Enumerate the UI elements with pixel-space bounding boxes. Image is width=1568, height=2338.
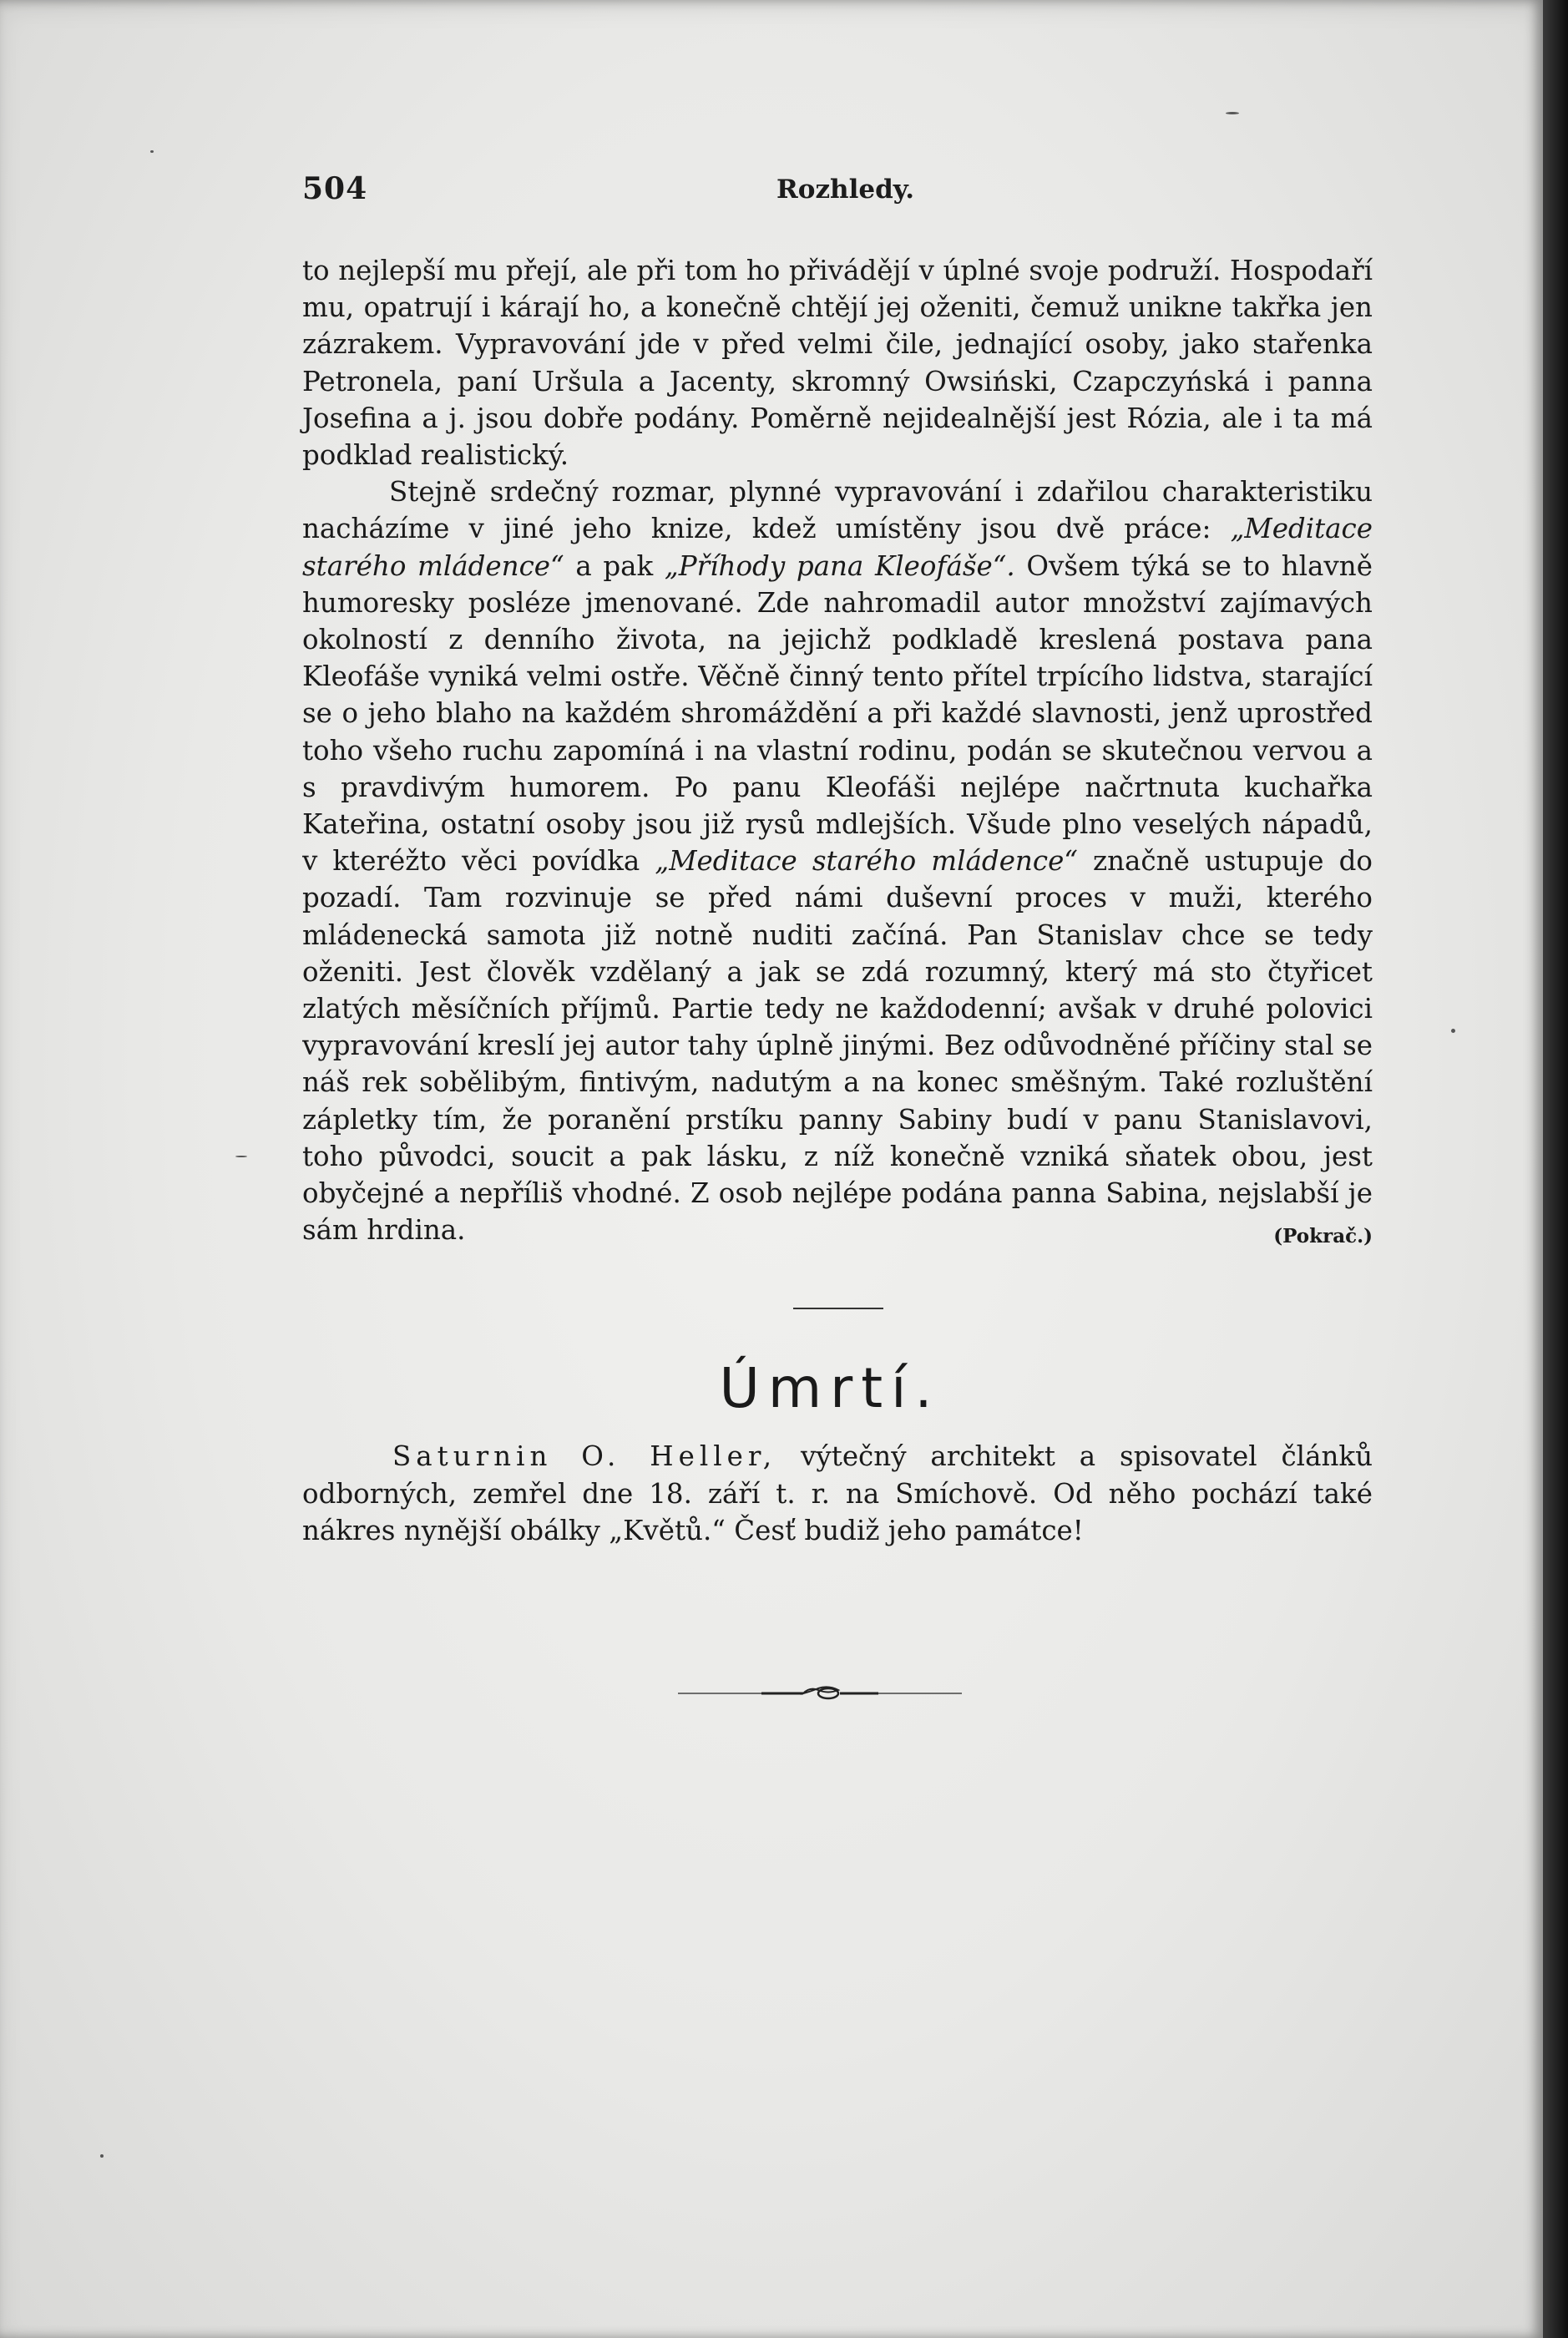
page-header [302, 171, 1371, 213]
book-title-meditace: „Meditace starého mládence“ [302, 513, 1373, 582]
running-title: Rozhledy. [776, 175, 915, 205]
closing-ornament-icon [678, 1680, 979, 1705]
scan-speck [235, 1156, 247, 1157]
scan-speck [100, 2154, 104, 2158]
obituary-text [302, 1438, 1373, 1550]
scan-speck [1451, 1029, 1455, 1033]
section-divider [793, 1308, 883, 1309]
paragraph-2-part-c: Ovšem týká se to hlavně humoresky posléze jmenované. Zde nahromadil autor množství zajímavých okolností z denního života, na jejichž podkladě kreslená postava pana Kleofáše vyniká velmi ostře. Věčně činný tento přítel trpícího lidstva, starající se o jeho blaho na každém shromáždění a při každé slavnosti, jenž uprostřed toho všeho ruchu zapomíná i na vlastní rodinu, podán se skutečnou vervou a s pravdivým humorem. Po panu Kleofáši nejlépe načrtnuta kuchařka Kateřina, ostatní osoby jsou již rysů mdlejších. Všude plno veselých nápadů, v kteréžto věci povídka [302, 549, 1373, 878]
paragraph-2-part-d: značně ustupuje do pozadí. Tam rozvinuje se před námi duševní proces v muži, kterého mládenecká samota již notně nuditi začíná. Pan Stanislav chce se tedy oženiti. Jest člověk vzdělaný a jak se zdá rozumný, který má sto čtyřicet zlatých měsíčních příjmů. Partie tedy ne každodenní; avšak v druhé polovici vypravování kreslí jej autor tahy úplně jinými. Bez odůvodněné příčiny stal se náš rek sobělibým, fintivým, nadutým a na konec směšným. Také rozluštění zápletky tím, že poranění prstíku panny Sabiny budí v panu Stanislavovi, toho původci, soucit a pak lásku, z níž konečně vzniká sňatek obou, jest obyčejné a nepříliš vhodné. Z osob nejlépe podána panna Sabina, nejslabší je sám hrdina. [302, 845, 1373, 1247]
scan-speck [1226, 112, 1239, 114]
review-text [302, 252, 1373, 1255]
book-title-meditace-repeat: „Meditace starého mládence“ [655, 845, 1078, 878]
paragraph-2-part-a: Stejně srdečný rozmar, plynné vypravování i zdařilou charakteristiku nacházíme v jiné jeho knize, kdež umístěny jsou dvě práce: [302, 476, 1373, 545]
book-spine-edge [1543, 0, 1568, 2338]
scan-speck [150, 150, 154, 153]
book-title-prihody: „Příhody pana Kleofáše“. [664, 549, 1015, 582]
page-number: 504 [302, 171, 368, 206]
continuation-mark: (Pokrač.) [1273, 1225, 1373, 1248]
paragraph-2 [302, 473, 1373, 1255]
obituary-body: výtečný architekt a spisovatel článků odborných, zemřel dne 18. září t. r. na Smíchově. Od něho pochází také nákres nynější obálky „Květů.“ Česť budiž jeho památce! [302, 1440, 1373, 1546]
paragraph-1: to nejlepší mu přejí, ale při tom ho přivádějí v úplné svoje podruží. Hospodaří mu, opatrují i kárají ho, a konečně chtějí jej oženiti, čemuž unikne takřka jen zázrakem. Vypravování jde v před velmi čile, jednající osoby, jako stařenka Petronela, paní Uršula a Jacenty, skromný Owsiński, Czapczyńská i panna Josefina a j. jsou dobře podány. Poměrně nejidealnější jest Rózia, ale i ta má podklad realistický. [302, 255, 1373, 472]
obituary-name: Saturnin O. Heller, [392, 1440, 777, 1472]
obituary-heading: Úmrtí. [719, 1356, 941, 1420]
obituary-paragraph [302, 1438, 1373, 1550]
paragraph-2-part-b: a pak [575, 549, 654, 582]
